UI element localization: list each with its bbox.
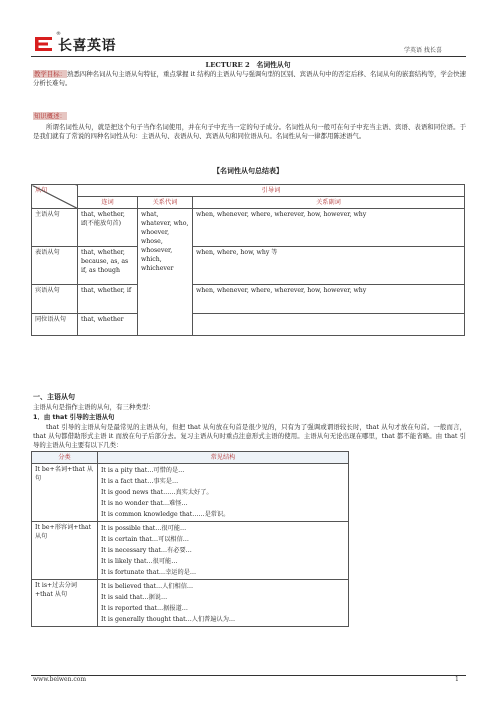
group-items bbox=[98, 580, 349, 627]
relpron-cell: what, whatever, who, whoever, whose, whosever, which, whichever bbox=[138, 209, 193, 336]
row-label: 同位语从句 bbox=[32, 314, 78, 336]
conj-cell: that, whether bbox=[78, 314, 138, 336]
list-item: It is reported that…据报道… bbox=[101, 605, 188, 612]
summary-title: 【名词性从句总结表】 bbox=[213, 166, 283, 175]
conj-cell: that, whether, because, as, as if, as though bbox=[78, 247, 138, 285]
group-label: It be+形容词+that 从句 bbox=[32, 522, 98, 580]
list-item: It is a fact that…事实是… bbox=[101, 478, 179, 485]
list-item: It is common knowledge that……是常识。 bbox=[101, 511, 230, 518]
conj-cell: that, whether, if(不能放句首) bbox=[78, 209, 138, 247]
reladv-cell bbox=[193, 314, 465, 336]
table-corner-cell bbox=[32, 185, 78, 209]
section-text: that 引导的主语从句是最常见的主语从句，但把 that 从句放在句首是很少见的，只有为了强调或谓语较长时，that 从句才放在句首。一般而言，that 从句都借助形式主语 it 而放在句子后部分去。复习主语从句时重点注意形式主语的使用。主语从句无论出现在哪里，that 都不能省略。由 that 引导的主语从句主要有以下几类： bbox=[33, 423, 466, 449]
section-intro: 主语从句是指作主语的从句，有三种类型： bbox=[33, 403, 155, 411]
row-label: 宾语从句 bbox=[32, 285, 78, 314]
guide-word-header: 引导词 bbox=[78, 185, 465, 197]
teaching-goal bbox=[33, 70, 466, 88]
header-slogan: 学英语 找长喜 bbox=[404, 47, 442, 54]
group-label: It be+名词+that 从句 bbox=[32, 464, 98, 522]
section-heading: 一、主语从句 bbox=[33, 393, 75, 401]
goal-text: 熟悉四种名词从句主语从句特征，重点掌握 it 结构的主语从句与强调句型的区别、宾语从句中的否定后移、名词从句的嵌套结构等，学会快速分析长难句。 bbox=[33, 70, 466, 87]
list-item: It is necessary that…有必要… bbox=[101, 547, 192, 554]
row-label: 表语从句 bbox=[32, 247, 78, 285]
col-reladv-header: 关系副词 bbox=[193, 197, 465, 209]
col-conj-header: 连词 bbox=[78, 197, 138, 209]
subsection-heading: 1．由 that 引导的主语从句 bbox=[33, 413, 115, 421]
group-items bbox=[98, 522, 349, 580]
intro-text: 所谓名词性从句，就是把这个句子当作名词使用，并在句子中充当一定的句子成分。名词性从句一般可在句子中充当主语、宾语、表语和同位语。于是我们就有了常说的四种名词性从句：主语从句、表语从句、宾语从句和同位语从句。名词性从句一律都用陈述语气。 bbox=[33, 123, 466, 140]
footer-site-link[interactable]: www.beiwen.com bbox=[33, 676, 87, 683]
col-type-header: 分类 bbox=[32, 452, 98, 464]
registered-mark: ® bbox=[56, 31, 61, 37]
corner-label: 从句 bbox=[35, 187, 48, 194]
list-item: It is believed that…人们相信… bbox=[101, 583, 194, 590]
list-item: It is certain that…可以相信… bbox=[101, 536, 189, 543]
pattern-table bbox=[31, 451, 349, 627]
reladv-cell: when, where, how, why 等 bbox=[193, 247, 465, 285]
list-item: It is likely that…很可能… bbox=[101, 558, 178, 565]
goal-tag: 教学目标： bbox=[34, 70, 66, 78]
list-item: It is fortunate that…幸运的是… bbox=[101, 569, 197, 576]
col-struct-header: 常见结构 bbox=[98, 452, 349, 464]
intro-tag-line bbox=[33, 112, 466, 121]
row-label: 主语从句 bbox=[32, 209, 78, 247]
col-relpron-header: 关系代词 bbox=[138, 197, 193, 209]
reladv-cell: when, whenever, where, wherever, how, however, why bbox=[193, 209, 465, 247]
logo-icon bbox=[35, 36, 54, 52]
list-item: It is possible that…很可能… bbox=[101, 525, 187, 532]
footer-rule bbox=[31, 675, 466, 676]
header-rule bbox=[31, 56, 466, 57]
list-item: It is good news that……真实太好了。 bbox=[101, 489, 213, 496]
reladv-cell: when, whenever, where, wherever, how, however, why bbox=[193, 285, 465, 314]
logo-text: 长喜英语 bbox=[58, 38, 116, 54]
group-items bbox=[98, 464, 349, 522]
intro-tag: 知识概述： bbox=[34, 112, 66, 120]
page-number: 1 bbox=[455, 676, 459, 683]
list-item: It is said that…据说… bbox=[101, 594, 168, 601]
list-item: It is a pity that…可惜的是… bbox=[101, 467, 185, 474]
list-item: It is no wonder that…难怪… bbox=[101, 500, 188, 507]
conj-cell: that, whether, if bbox=[78, 285, 138, 314]
lecture-title: LECTURE 2 名词性从句 bbox=[205, 61, 291, 69]
group-label: It is+过去分词+that 从句 bbox=[32, 580, 98, 627]
summary-table bbox=[31, 184, 465, 336]
list-item: It is generally thought that…人们普遍认为… bbox=[101, 616, 236, 623]
